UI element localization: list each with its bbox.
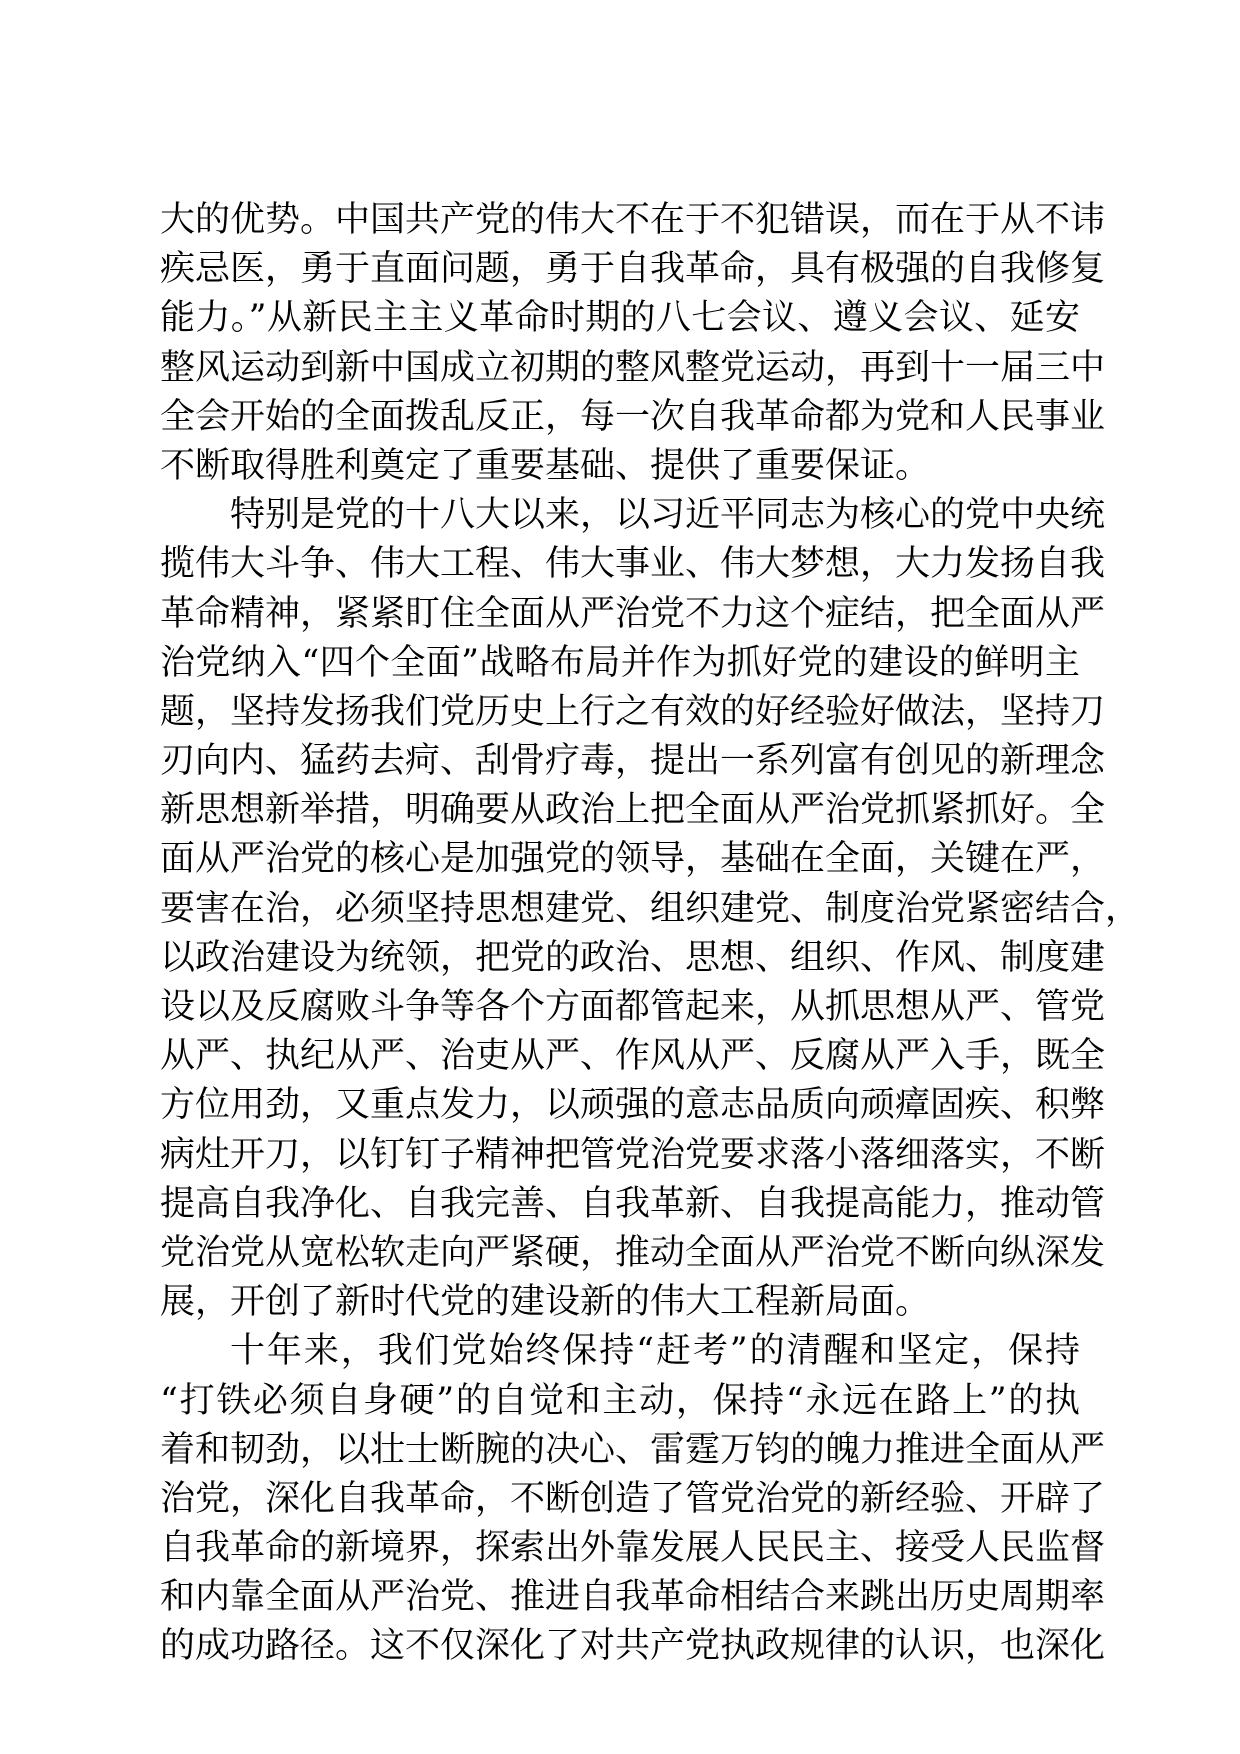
paragraph-first-line: 十年来，我们党始终保持“赶考”的清醒和坚定，保持 [230, 1331, 1080, 1372]
text-line: 设以及反腐败斗争等各个方面都管起来，从抓思想从严、管党 [160, 987, 1106, 1027]
text-line: 提高自我净化、自我完善、自我革新、自我提高能力，推动管 [160, 1183, 1106, 1224]
paragraph-first-line: 特别是党的十八大以来，以习近平同志为核心的党中央统 [230, 495, 1106, 536]
text-line: 题，坚持发扬我们党历史上行之有效的好经验好做法，坚持刀 [160, 691, 1106, 732]
text-line: 能力。”从新民主主义革命时期的八七会议、遵义会议、延安 [160, 298, 1080, 339]
text-line: 革命精神，紧紧盯住全面从严治党不力这个症结，把全面从严 [160, 593, 1106, 634]
text-line: 疾忌医，勇于直面问题，勇于自我革命，具有极强的自我修复 [160, 249, 1106, 290]
text-line: 全会开始的全面拨乱反正，每一次自我革命都为党和人民事业 [160, 396, 1106, 437]
text-line: 大的优势。中国共产党的伟大不在于不犯错误，而在于从不讳 [160, 200, 1106, 240]
text-line: 以政治建设为统领，把党的政治、思想、组织、作风、制度建 [160, 937, 1106, 978]
text-line: 面从严治党的核心是加强党的领导，基础在全面，关键在严， [160, 839, 1106, 880]
text-line: 党治党从宽松软走向严紧硬，推动全面从严治党不断向纵深发 [160, 1232, 1106, 1273]
body-text [160, 196, 1141, 1672]
text-line: 着和韧劲，以壮士断腕的决心、雷霆万钧的魄力推进全面从严 [160, 1429, 1106, 1470]
text-line: 自我革命的新境界，探索出外靠发展人民民主、接受人民监督 [160, 1528, 1106, 1569]
text-line: “打铁必须自身硬”的自觉和主动，保持“永远在路上”的执 [160, 1380, 1080, 1421]
text-line: 治党，深化自我革命，不断创造了管党治党的新经验、开辟了 [160, 1478, 1106, 1519]
text-line: 整风运动到新中国成立初期的整风整党运动，再到十一届三中 [160, 347, 1106, 388]
text-line: 病灶开刀，以钉钉子精神把管党治党要求落小落细落实，不断 [160, 1134, 1106, 1175]
text-line: 方位用劲，又重点发力，以顽强的意志品质向顽瘴固疾、积弊 [160, 1085, 1106, 1126]
text-line: 展，开创了新时代党的建设新的伟大工程新局面。 [160, 1282, 931, 1323]
text-line: 的成功路径。这不仅深化了对共产党执政规律的认识，也深化 [160, 1626, 1106, 1667]
text-line: 揽伟大斗争、伟大工程、伟大事业、伟大梦想，大力发扬自我 [160, 544, 1106, 585]
text-line: 和内靠全面从严治党、推进自我革命相结合来跳出历史周期率 [160, 1577, 1106, 1618]
text-line: 刃向内、猛药去疴、刮骨疗毒，提出一系列富有创见的新理念 [160, 741, 1106, 782]
text-line: 不断取得胜利奠定了重要基础、提供了重要保证。 [160, 445, 931, 486]
text-line: 从严、执纪从严、治吏从严、作风从严、反腐从严入手，既全 [160, 1036, 1106, 1077]
text-line: 要害在治，必须坚持思想建党、组织建党、制度治党紧密结合， [160, 888, 1141, 929]
text-line: 治党纳入“四个全面”战略布局并作为抓好党的建设的鲜明主 [160, 642, 1080, 683]
text-line: 新思想新举措，明确要从政治上把全面从严治党抓紧抓好。全 [160, 790, 1106, 831]
